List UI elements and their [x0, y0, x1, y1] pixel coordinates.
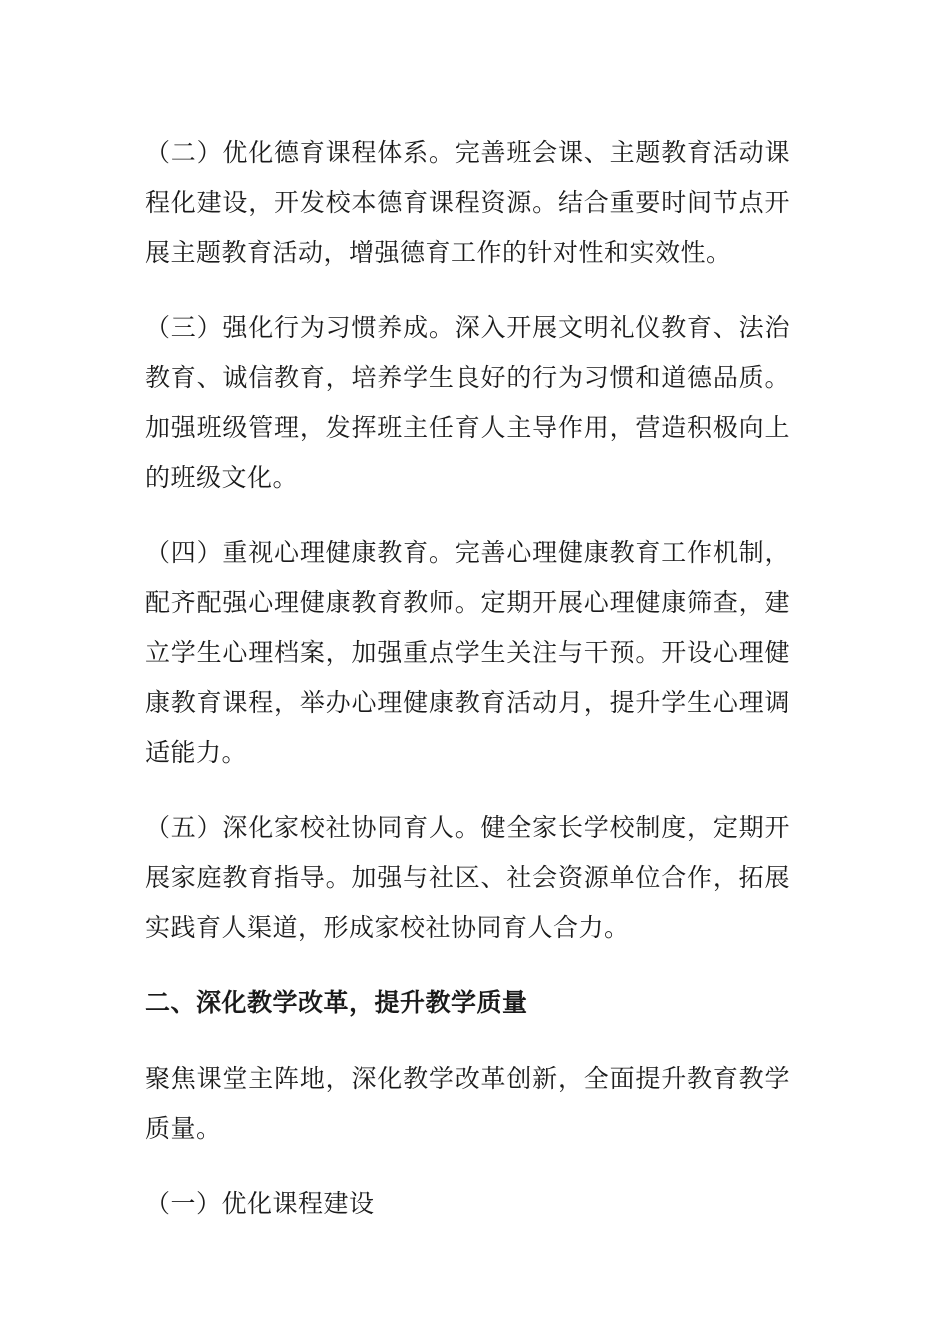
- paragraph-moral-curriculum: （二）优化德育课程体系。完善班会课、主题教育活动课程化建设，开发校本德育课程资源。结合重要时间节点开展主题教育活动，增强德育工作的针对性和实效性。: [145, 138, 790, 267]
- section-intro-paragraph: 聚焦课堂主阵地，深化教学改革创新，全面提升教育教学质量。: [145, 1064, 790, 1143]
- paragraph-behavior-habits: （三）强化行为习惯养成。深入开展文明礼仪教育、法治教育、诚信教育，培养学生良好的行为习惯和道德品质。加强班级管理，发挥班主任育人主导作用，营造积极向上的班级文化。: [145, 313, 790, 492]
- document-body: [145, 128, 790, 1254]
- subsection-heading: （一）优化课程建设: [145, 1189, 375, 1218]
- paragraph-home-school-community: （五）深化家校社协同育人。健全家长学校制度，定期开展家庭教育指导。加强与社区、社会资源单位合作，拓展实践育人渠道，形成家校社协同育人合力。: [145, 813, 790, 942]
- section-heading: 二、深化教学改革，提升教学质量: [145, 988, 528, 1017]
- paragraph-mental-health: （四）重视心理健康教育。完善心理健康教育工作机制，配齐配强心理健康教育教师。定期开展心理健康筛查，建立学生心理档案，加强重点学生关注与干预。开设心理健康教育课程，举办心理健康教育活动月，提升学生心理调适能力。: [145, 538, 790, 767]
